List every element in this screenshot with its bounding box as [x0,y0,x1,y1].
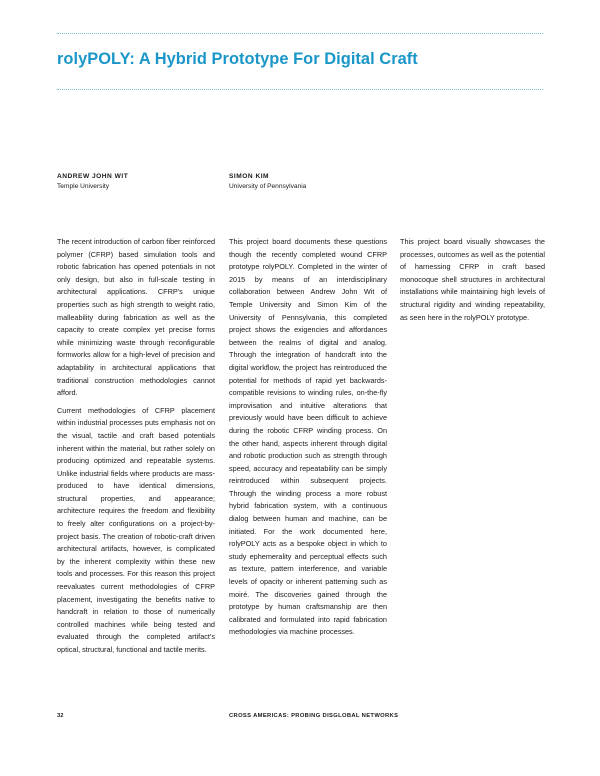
body-paragraph: Current methodologies of CFRP placement within industrial processes puts emphasis not on the visual, tactile and craft based potentials inherent within the material, but rather solely on producing optimized and repeatable systems. Unlike industrial fields where products are mass-produced to have identical dimensions, structural properties, and appearance; architecture requires the freedom and flexibility to freely alter configurations on a project-by-project basis. The creation of robotic-craft driven architectural artifacts, however, is complicated by the inherent complexity within these new tools and processes. For this reason this project reevaluates current methodologies of CFRP placement, investigating the benefits native to handcraft in relation to those of numerically controlled machines while being tested and evaluated through the completed artifact's optical, structural, functional and tactile merits. [57,405,215,654]
body-column-1 [57,236,215,662]
author-name: ANDREW JOHN WIT [57,173,129,180]
author-block-2 [229,172,306,192]
body-column-3 [400,236,545,329]
author-name: SIMON KIM [229,173,270,180]
body-paragraph: This project board documents these questions though the recently completed wound CFRP prototype rolyPOLY. Completed in the winter of 2015 by means of an interdisciplinary collaboration between Andrew John Wit of Temple University and Simon Kim of the University of Pennsylvania, this completed project shows the exigencies and affordances between the realms of digital and analog. Through the integration of handcraft into the digital workflow, the project has reintroduced the potential for methods of rapid yet backwards-compatible revisions to winding rules, on-the-fly improvisation and intuitive alterations that previously would have been difficult to achieve during the robotic CFRP winding process. On the other hand, aspects inherent through digital and robotic production such as strength through speed, accuracy and repeatability can be simply reintroduced within subsequent projects. Through the winding process a more robust hybrid fabrication system, with a continuous dialog between human and machine, can be initiated. For the work documented here, rolyPOLY acts as a bespoke object in which to study ephemerality and perceptual effects such as texture, pattern interference, and variable levels of opacity or inherent patterning such as moiré. The discoveries gained through the prototype by human craftsmanship are then calibrated and formulated into rapid fabrication methodologies via machine processes. [229,237,387,637]
body-column-2 [229,236,387,644]
author-affiliation: University of Pennsylvania [229,183,307,190]
running-head: CROSS AMERICAS: PROBING DISGLOBAL NETWORKS [229,713,399,719]
paper-title: rolyPOLY: A Hybrid Prototype For Digital Craft [57,50,418,68]
top-divider [57,33,543,34]
page-number: 32 [57,713,64,719]
title-divider [57,89,543,90]
body-paragraph: The recent introduction of carbon fiber reinforced polymer (CFRP) based simulation tools and robotic fabrication has opened potentials in not only design, but also in full-scale testing in architectural applications. CFRP's unique properties such as high strength to weight ratio, malleability during fabrication as well as the capacity to create complex yet precise forms while minimizing waste through reconfigurable formworks allow for a high-level of precision and adaptability in architectural applications that traditional construction methodologies cannot afford. [57,237,215,398]
author-block-1 [57,172,128,192]
author-affiliation: Temple University [57,183,110,190]
body-paragraph: This project board visually showcases the processes, outcomes as well as the potential of harnessing CFRP in craft based monocoque shell structures in architectural installations while maintaining high levels of structural rigidity and winding repeatability, as seen here in the rolyPOLY prototype. [400,237,545,322]
